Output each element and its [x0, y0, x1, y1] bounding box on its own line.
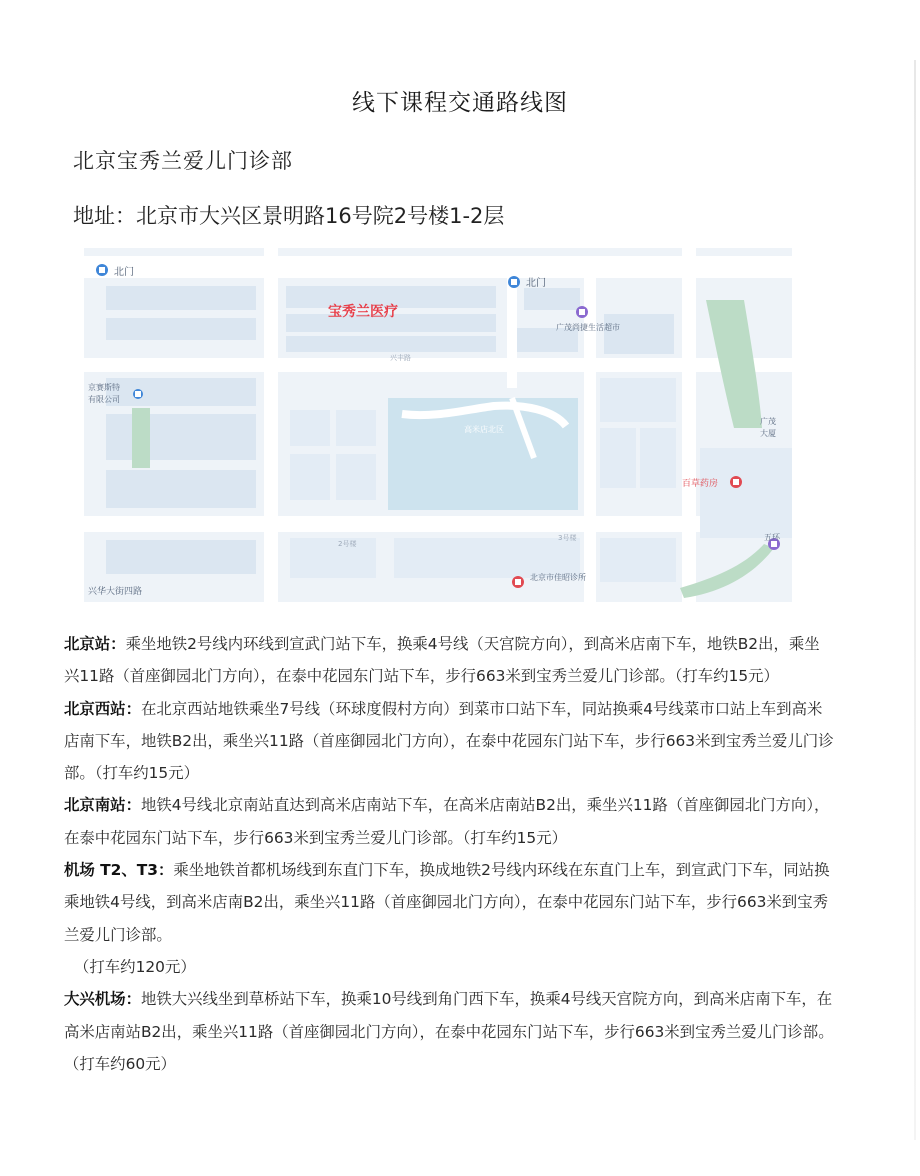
block — [600, 538, 676, 582]
block — [106, 540, 256, 574]
block — [524, 288, 580, 310]
route-text: 地铁4号线北京南站直达到高米店南站下车，在高米店南站B2出，乘坐兴11路（首座御园北门方向），在泰中花园东门站下车，步行663米到宝秀兰爱儿门诊部。（打车约15元） — [64, 796, 830, 847]
route-text: 乘坐地铁2号线内环线到宣武门站下车，换乘4号线（天宫院方向），到高米店南下车，地铁B2出，乘坐兴11路（首座御园北门方向），在泰中花园东门站下车，步行663米到宝秀兰爱儿门诊部。（打车约15元） — [64, 635, 820, 686]
road-west — [264, 248, 278, 602]
block — [700, 448, 792, 538]
route-station: 大兴机场： — [64, 990, 141, 1009]
block — [290, 454, 330, 500]
company-left-label-2: 有限公司 — [88, 395, 120, 404]
route-map — [84, 248, 792, 602]
company-pin-icon — [133, 389, 143, 399]
route-station: 北京西站： — [64, 699, 141, 718]
address-line — [73, 200, 504, 230]
clinic-name: 北京宝秀兰爱儿门诊部 — [73, 149, 293, 173]
map-canvas — [84, 248, 792, 602]
pharmacy-label: 百草药房 — [682, 479, 719, 489]
block — [604, 314, 674, 354]
scan-edge — [914, 60, 916, 1140]
route-item — [64, 983, 834, 1080]
road-label-bottom-left: 兴华大街四路 — [88, 587, 143, 597]
right-building-label-1: 广茂 — [760, 417, 776, 426]
route-item — [64, 628, 834, 693]
supermarket-label: 广茂尚捷生活超市 — [556, 323, 620, 332]
route-cab-fare: （打车约120元） — [74, 957, 196, 976]
block — [336, 454, 376, 500]
gate-label-center: 北门 — [526, 278, 546, 289]
route-item — [64, 854, 834, 983]
route-text: 乘坐地铁首都机场线到东直门下车，换成地铁2号线内环线在东直门上车，到宣武门下车，同站换乘地铁4号线，到高米店南B2出，乘坐兴11路（首座御园北门方向），在泰中花园东门站下车，步行663米到宝秀兰爱儿门诊部。 — [64, 861, 830, 944]
center-area-label: 高米店北区 — [464, 425, 504, 434]
block — [394, 538, 580, 578]
building-label-a: 兴丰路 — [390, 354, 411, 362]
pharmacy-pin-icon — [730, 476, 742, 488]
road-far-east — [682, 248, 696, 602]
brand-label: 宝秀兰医疗 — [328, 304, 398, 320]
route-station: 北京南站： — [64, 796, 141, 815]
address-label: 地址： — [73, 204, 136, 228]
block — [106, 414, 256, 460]
page-title: 线下课程交通路线图 — [352, 90, 568, 116]
gate-pin-icon — [508, 276, 520, 288]
block — [290, 538, 376, 578]
gate-label-left: 北门 — [114, 267, 134, 278]
block — [106, 378, 256, 406]
company-left-label-1: 京赛斯特 — [88, 383, 120, 392]
route-text: 地铁大兴线坐到草桥站下车，换乘10号线到角门西下车，换乘4号线天宫院方向，到高米店南下车，在高米店南站B2出，乘坐兴11路（首座御园北门方向），在泰中花园东门站下车，步行663米到宝秀兰爱儿门诊部。（打车约60元） — [64, 990, 834, 1073]
route-item — [64, 789, 834, 854]
block — [336, 410, 376, 446]
route-list — [64, 628, 834, 1080]
building-label-b: 2号楼 — [338, 540, 357, 548]
block — [106, 470, 256, 508]
right-poi-label: 五环 — [764, 533, 780, 542]
route-item — [64, 693, 834, 790]
block — [600, 428, 636, 488]
green-strip — [132, 408, 150, 468]
block — [286, 336, 496, 352]
address-value: 北京市大兴区景明路16号院2号楼1-2层 — [136, 204, 505, 228]
block — [600, 378, 676, 422]
block — [290, 410, 330, 446]
block — [640, 428, 676, 488]
route-station: 北京站： — [64, 635, 126, 653]
gate-pin-icon — [96, 264, 108, 276]
poi-south-label: 北京市佳昭诊所 — [530, 573, 586, 582]
building-label-c: 3号楼 — [558, 534, 577, 542]
block — [106, 318, 256, 340]
block — [106, 286, 256, 310]
route-station: 机场 T2、T3： — [64, 861, 174, 880]
shop-pin-icon — [576, 306, 588, 318]
pharmacy-pin-icon — [512, 576, 524, 588]
route-text: 在北京西站地铁乘坐7号线（环球度假村方向）到菜市口站下车，同站换乘4号线菜市口站上车到高米店南下车，地铁B2出，乘坐兴11路（首座御园北门方向），在泰中花园东门站下车，步行663米到宝秀兰爱儿门诊部。（打车约15元） — [64, 699, 834, 783]
right-building-label-2: 大厦 — [760, 429, 776, 438]
